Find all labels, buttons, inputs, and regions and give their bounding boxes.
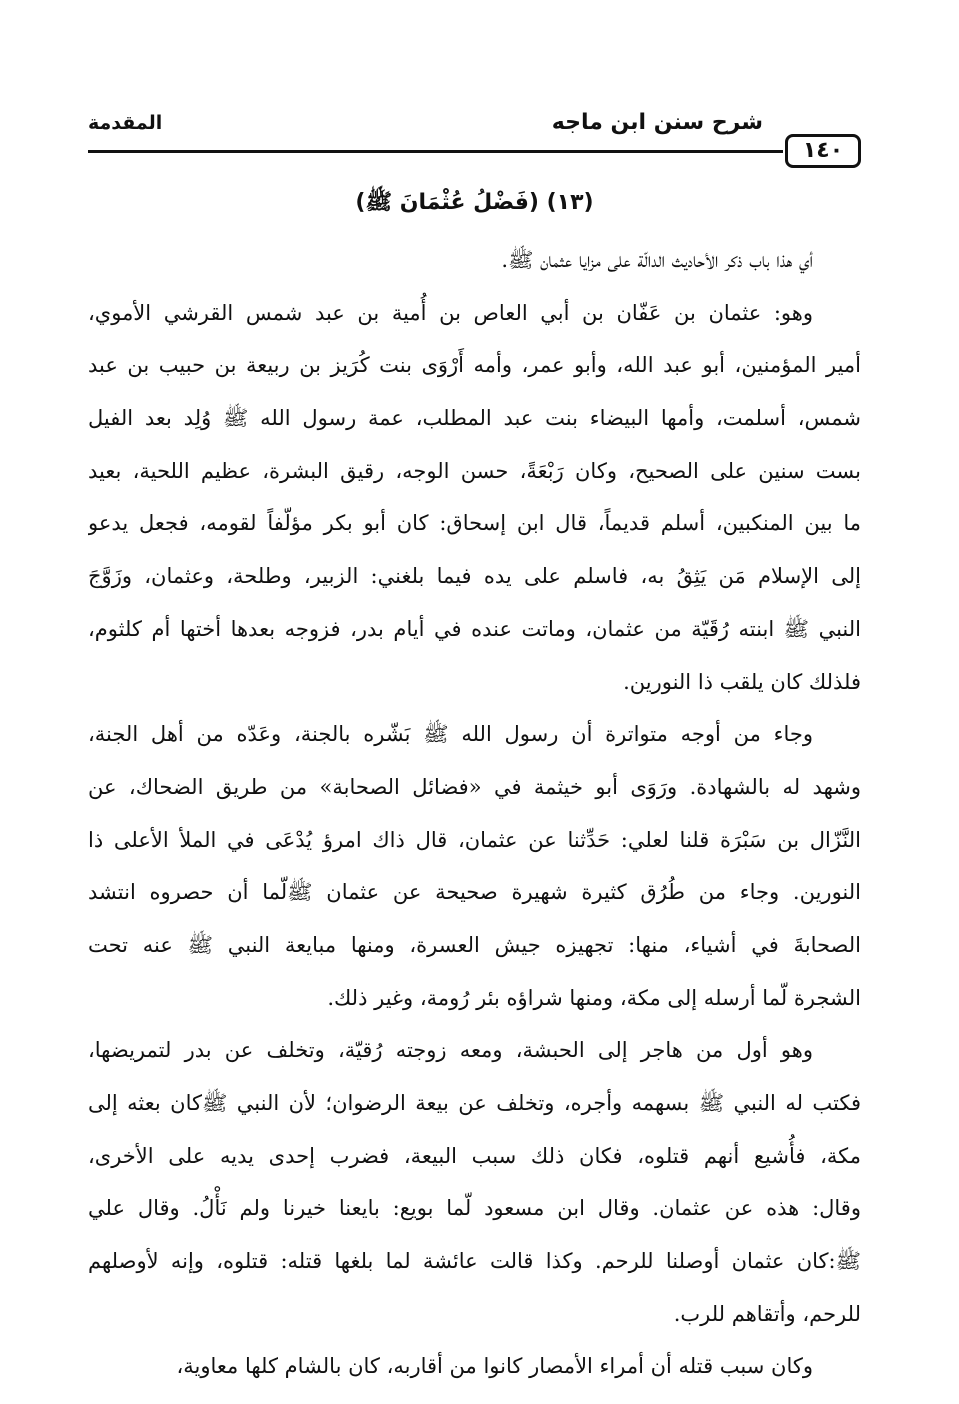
text-line: النَّزّال بن سَبْرَة قلنا لعلي: حَدِّثنا عن عثمان، قال ذاك امرؤ يُدْعَى في الملأ الأعلى ذا: [88, 827, 861, 852]
text-line: شمس، أسلمت، وأمها البيضاء بنت عبد المطلب، عمة رسول الله ﷺ وُلِد بعد الفيل: [88, 406, 861, 431]
paragraph-intro: [88, 234, 861, 287]
text-line: للرحم، وأتقاهم للرب.: [673, 1301, 861, 1326]
book-title: شرح سنن ابن ماجه: [551, 110, 763, 135]
page-number: ١٤٠: [785, 134, 861, 168]
text-line: مكة، فأُشيع أنهم قتلوه، فكان ذلك سبب البيعة، فضرب إحدى يديه على الأخرى،: [88, 1143, 861, 1168]
paragraph-biography: [88, 287, 861, 709]
paragraph-migration: [88, 1024, 861, 1340]
text-line: وقال: هذه عن عثمان. وقال ابن مسعود لّما بويع: بايعنا خيرنا ولم نَأْلُ. وقال علي: [88, 1196, 861, 1221]
text-line: وكان سبب قتله أن أمراء الأمصار كانوا من أقاربه، كان بالشام كلها معاوية،: [176, 1354, 813, 1379]
text-line: ﷺ:كان عثمان أوصلنا للرحم. وكذا قالت عائشة لما بلغها قتله: قتلوه، وإنه لأوصلهم: [88, 1249, 861, 1274]
text-line: الصحابةَ في أشياء، منها: تجهيزه جيش العسرة، ومنها مبايعة النبي ﷺ عنه تحت: [88, 932, 861, 957]
text-line: إلى الإسلام مَن يَثِقُ به، فاسلم على يده فيما بلغني: الزبير، وطلحة، وعثمان، وزَوَّجَ: [88, 564, 861, 589]
text-line: فكتب له النبي ﷺ بسهمه وأجره، وتخلف عن بيعة الرضوان؛ لأن النبي ﷺكان بعثه إلى: [88, 1091, 861, 1115]
chapter-heading: (١٣) (فَضْلُ عُثْمَانَ ﷺ): [355, 190, 594, 215]
text-line: ما بين المنكبين، أسلم قديماً، قال ابن إسحاق: كان أبو بكر مؤلّفاً لقومه، فجعل يدعو: [88, 511, 861, 536]
text-line: بست سنين على الصحيح، وكان رَبْعَةً، حسن الوجه، رقيق البشرة، عظيم اللحية، بعيد: [88, 458, 861, 483]
text-line: وهو: عثمان بن عَفّان بن أبي العاص بن أُمية بن عبد شمس القرشي الأموي،: [88, 300, 813, 325]
paragraph-cause-of-death: [88, 1340, 861, 1393]
text-line: أمير المؤمنين، أبو عبد الله، وأبو عمر، وأمه أَرْوَى بنت كُرَيز بن ربيعة بن حبيب بن عبد: [88, 353, 861, 378]
text-line: وجاء من أوجه متواترة أن رسول الله ﷺ بَشّره بالجنة، وعَدّه من أهل الجنة،: [88, 722, 813, 747]
text-line: النبي ﷺ ابنته رُقَيّة من عثمان، وماتت عنده في أيام بدر، فزوجه بعدها أختها أم كلثوم،: [88, 616, 861, 641]
text-line: فلذلك كان يلقب ذا النورين.: [623, 669, 861, 694]
paragraph-virtues: [88, 708, 861, 1024]
text-line: النورين. وجاء من طُرُق كثيرة شهيرة صحيحة عن عثمان ﷺلّما أن حصروه انتشد: [88, 880, 861, 905]
body-text: [88, 234, 861, 1393]
text-line: وشهد له بالشهادة. ورَوَى أبو خيثمة في «فضائل الصحابة» من طريق الضحاك، عن: [88, 774, 861, 799]
text-line: أي هذا باب ذكر الأحاديث الدالّة على مزايا عثمان ﷺ.: [501, 248, 813, 272]
section-label: المقدمة: [88, 112, 163, 134]
header-rule: [88, 150, 783, 153]
text-line: الشجرة لّما أرسله إلى مكة، ومنها شراؤه بئر رُومة، وغير ذلك.: [327, 985, 861, 1010]
running-header: [88, 104, 861, 176]
text-line: وهو أول من هاجر إلى الحبشة، ومعه زوجته رُقيّة، وتخلف عن بدر لتمريضها،: [88, 1038, 813, 1063]
